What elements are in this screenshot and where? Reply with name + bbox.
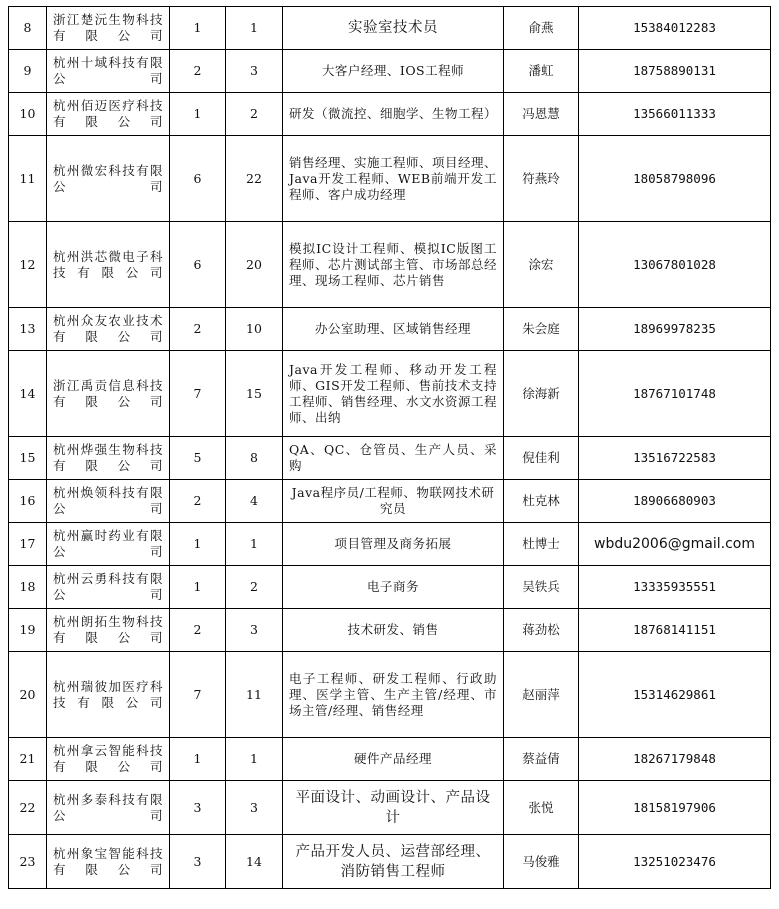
contact-person: 符燕玲: [504, 136, 579, 222]
companies-count: 3: [170, 781, 226, 835]
contact-person: 朱会庭: [504, 308, 579, 351]
companies-count: 7: [170, 652, 226, 738]
row-number: 10: [9, 93, 47, 136]
positions-text: 项目管理及商务拓展: [283, 523, 504, 566]
companies-count: 1: [170, 7, 226, 50]
positions-count: 10: [226, 308, 283, 351]
companies-count: 1: [170, 523, 226, 566]
contact-phone: 13335935551: [579, 566, 771, 609]
table-row: [9, 308, 771, 351]
contact-phone: 15384012283: [579, 7, 771, 50]
row-number: 19: [9, 609, 47, 652]
recruitment-table: [8, 6, 771, 889]
row-number: 14: [9, 351, 47, 437]
row-number: 8: [9, 7, 47, 50]
row-number: 16: [9, 480, 47, 523]
table-row: [9, 566, 771, 609]
positions-cell: [283, 7, 504, 50]
contact-phone: 18906680903: [579, 480, 771, 523]
companies-count: 2: [170, 308, 226, 351]
row-number: 20: [9, 652, 47, 738]
table-row: [9, 93, 771, 136]
table-row: [9, 652, 771, 738]
contact-person: 涂宏: [504, 222, 579, 308]
positions-text: 技术研发、销售: [283, 609, 504, 652]
row-number: 9: [9, 50, 47, 93]
table-row: [9, 222, 771, 308]
company-name: 浙江楚沅生物科技有限公司: [47, 7, 170, 50]
contact-person: 蔡益倩: [504, 738, 579, 781]
contact-phone: 18768141151: [579, 609, 771, 652]
company-name: 杭州瑞彼加医疗科技有限公司: [47, 652, 170, 738]
company-name: 杭州洪芯微电子科技有限公司: [47, 222, 170, 308]
positions-text: QA、QC、仓管员、生产人员、采购: [283, 437, 504, 480]
table-row: [9, 437, 771, 480]
table-row: [9, 738, 771, 781]
positions-text: 电子商务: [283, 566, 504, 609]
positions-cell: [283, 835, 504, 889]
companies-count: 1: [170, 566, 226, 609]
positions-count: 4: [226, 480, 283, 523]
positions-count: 1: [226, 523, 283, 566]
table-row: [9, 136, 771, 222]
row-number: 23: [9, 835, 47, 889]
row-number: 15: [9, 437, 47, 480]
contact-email: wbdu2006@gmail.com: [579, 523, 771, 566]
companies-count: 6: [170, 222, 226, 308]
positions-text: 实验室技术员: [348, 20, 438, 36]
companies-count: 2: [170, 609, 226, 652]
contact-phone: 18058798096: [579, 136, 771, 222]
contact-person: 徐海新: [504, 351, 579, 437]
positions-text: 大客户经理、IOS工程师: [283, 50, 504, 93]
companies-count: 2: [170, 480, 226, 523]
positions-count: 2: [226, 566, 283, 609]
positions-count: 3: [226, 50, 283, 93]
contact-person: 俞燕: [504, 7, 579, 50]
company-name: 杭州象宝智能科技有限公司: [47, 835, 170, 889]
row-number: 22: [9, 781, 47, 835]
positions-text: 平面设计、动画设计、产品设计: [295, 789, 491, 826]
table-row: [9, 480, 771, 523]
positions-text: 办公室助理、区域销售经理: [283, 308, 504, 351]
companies-count: 1: [170, 738, 226, 781]
companies-count: 6: [170, 136, 226, 222]
companies-count: 3: [170, 835, 226, 889]
positions-text: 硬件产品经理: [283, 738, 504, 781]
contact-person: 杜克林: [504, 480, 579, 523]
contact-person: 马俊雅: [504, 835, 579, 889]
positions-count: 11: [226, 652, 283, 738]
contact-phone: 13566011333: [579, 93, 771, 136]
company-name: 杭州朗拓生物科技有限公司: [47, 609, 170, 652]
contact-person: 冯恩慧: [504, 93, 579, 136]
contact-phone: 18758890131: [579, 50, 771, 93]
positions-count: 8: [226, 437, 283, 480]
contact-person: 蒋劲松: [504, 609, 579, 652]
contact-phone: 18767101748: [579, 351, 771, 437]
positions-text: 模拟IC设计工程师、模拟IC版图工程师、芯片测试部主管、市场部总经理、现场工程师、芯片销售: [283, 222, 504, 308]
row-number: 12: [9, 222, 47, 308]
company-name: 杭州佰迈医疗科技有限公司: [47, 93, 170, 136]
company-name: 杭州焕领科技有限公司: [47, 480, 170, 523]
company-name: 杭州赢时药业有限公司: [47, 523, 170, 566]
contact-phone: 18969978235: [579, 308, 771, 351]
companies-count: 5: [170, 437, 226, 480]
contact-phone: 13067801028: [579, 222, 771, 308]
contact-person: 潘虹: [504, 50, 579, 93]
table-row: [9, 609, 771, 652]
company-name: 杭州云勇科技有限公司: [47, 566, 170, 609]
positions-text: 研发（微流控、细胞学、生物工程）: [283, 93, 504, 136]
company-name: 杭州微宏科技有限公司: [47, 136, 170, 222]
positions-count: 20: [226, 222, 283, 308]
company-name: 浙江禹贡信息科技有限公司: [47, 351, 170, 437]
company-name: 杭州拿云智能科技有限公司: [47, 738, 170, 781]
company-name: 杭州众友农业技术有限公司: [47, 308, 170, 351]
contact-phone: 15314629861: [579, 652, 771, 738]
contact-phone: 13516722583: [579, 437, 771, 480]
positions-text: Java程序员/工程师、物联网技术研究员: [283, 480, 504, 523]
positions-count: 2: [226, 93, 283, 136]
positions-text: Java开发工程师、移动开发工程师、GIS开发工程师、售前技术支持工程师、销售经理、水文水资源工程师、出纳: [283, 351, 504, 437]
company-name: 杭州多泰科技有限公司: [47, 781, 170, 835]
row-number: 11: [9, 136, 47, 222]
contact-phone: 18158197906: [579, 781, 771, 835]
table-row: [9, 50, 771, 93]
positions-count: 3: [226, 609, 283, 652]
contact-person: 杜博士: [504, 523, 579, 566]
positions-count: 1: [226, 738, 283, 781]
contact-person: 吴铁兵: [504, 566, 579, 609]
contact-person: 赵丽萍: [504, 652, 579, 738]
contact-person: 倪佳利: [504, 437, 579, 480]
positions-text: 产品开发人员、运营部经理、消防销售工程师: [295, 843, 491, 880]
table-row: [9, 523, 771, 566]
positions-text: 电子工程师、研发工程师、行政助理、医学主管、生产主管/经理、市场主管/经理、销售经理: [283, 652, 504, 738]
contact-phone: 13251023476: [579, 835, 771, 889]
companies-count: 7: [170, 351, 226, 437]
positions-count: 1: [226, 7, 283, 50]
row-number: 17: [9, 523, 47, 566]
company-name: 杭州十域科技有限公司: [47, 50, 170, 93]
contact-phone: 18267179848: [579, 738, 771, 781]
company-name: 杭州烨强生物科技有限公司: [47, 437, 170, 480]
positions-count: 14: [226, 835, 283, 889]
table-row: [9, 351, 771, 437]
companies-count: 1: [170, 93, 226, 136]
table-row: [9, 781, 771, 835]
positions-count: 15: [226, 351, 283, 437]
contact-person: 张悦: [504, 781, 579, 835]
positions-text: 销售经理、实施工程师、项目经理、Java开发工程师、WEB前端开发工程师、客户成功经理: [283, 136, 504, 222]
row-number: 13: [9, 308, 47, 351]
positions-count: 3: [226, 781, 283, 835]
positions-cell: [283, 781, 504, 835]
row-number: 21: [9, 738, 47, 781]
table-row: [9, 7, 771, 50]
row-number: 18: [9, 566, 47, 609]
positions-count: 22: [226, 136, 283, 222]
table-row: [9, 835, 771, 889]
companies-count: 2: [170, 50, 226, 93]
